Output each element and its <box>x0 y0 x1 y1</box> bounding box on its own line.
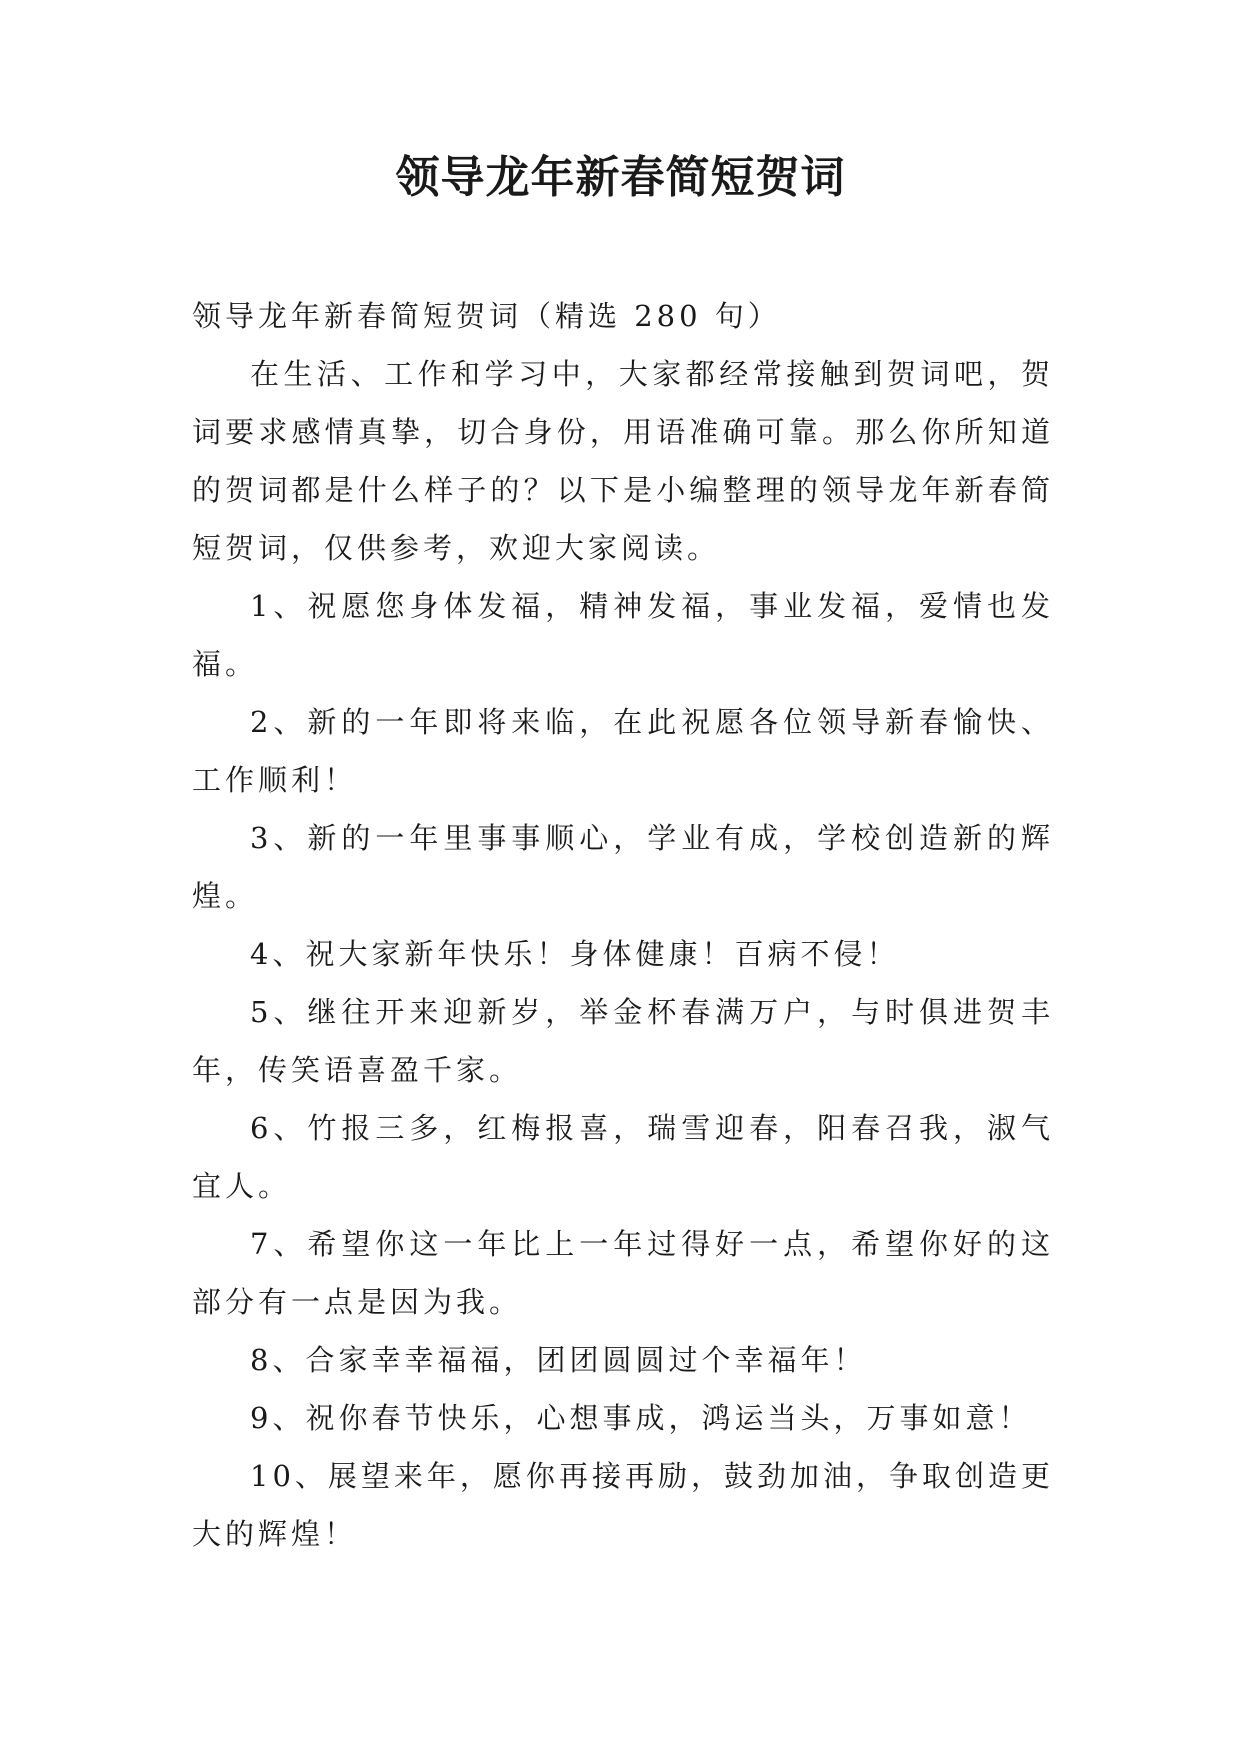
greeting-item-6: 6、竹报三多，红梅报喜，瑞雪迎春，阳春召我，淑气宜人。 <box>192 1111 1054 1203</box>
greeting-item-2: 2、新的一年即将来临，在此祝愿各位领导新春愉快、工作顺利！ <box>192 705 1054 797</box>
greeting-item-10: 10、展望来年，愿你再接再励，鼓劲加油，争取创造更大的辉煌！ <box>192 1459 1054 1551</box>
intro-paragraph: 在生活、工作和学习中，大家都经常接触到贺词吧，贺词要求感情真挚，切合身份，用语准确可靠。那么你所知道的贺词都是什么样子的？以下是小编整理的领导龙年新春简短贺词，仅供参考，欢迎大家阅读。 <box>192 357 1054 565</box>
greeting-item-4: 4、祝大家新年快乐！身体健康！百病不侵！ <box>250 937 900 971</box>
greeting-item-7: 7、希望你这一年比上一年过得好一点，希望你好的这部分有一点是因为我。 <box>192 1227 1054 1319</box>
page-title: 领导龙年新春简短贺词 <box>395 152 846 203</box>
greeting-item-8: 8、合家幸幸福福，团团圆圆过个幸福年！ <box>250 1343 867 1377</box>
greeting-item-9: 9、祝你春节快乐，心想事成，鸿运当头，万事如意！ <box>250 1401 1032 1435</box>
greeting-item-5: 5、继往开来迎新岁，举金杯春满万户，与时俱进贺丰年，传笑语喜盈千家。 <box>192 995 1054 1087</box>
document-body <box>192 287 1054 1563</box>
greeting-item-1: 1、祝愿您身体发福，精神发福，事业发福，爱情也发福。 <box>192 589 1054 681</box>
document-subtitle: 领导龙年新春简短贺词（精选 280 句） <box>192 299 781 333</box>
greeting-item-3: 3、新的一年里事事顺心，学业有成，学校创造新的辉煌。 <box>192 821 1054 913</box>
